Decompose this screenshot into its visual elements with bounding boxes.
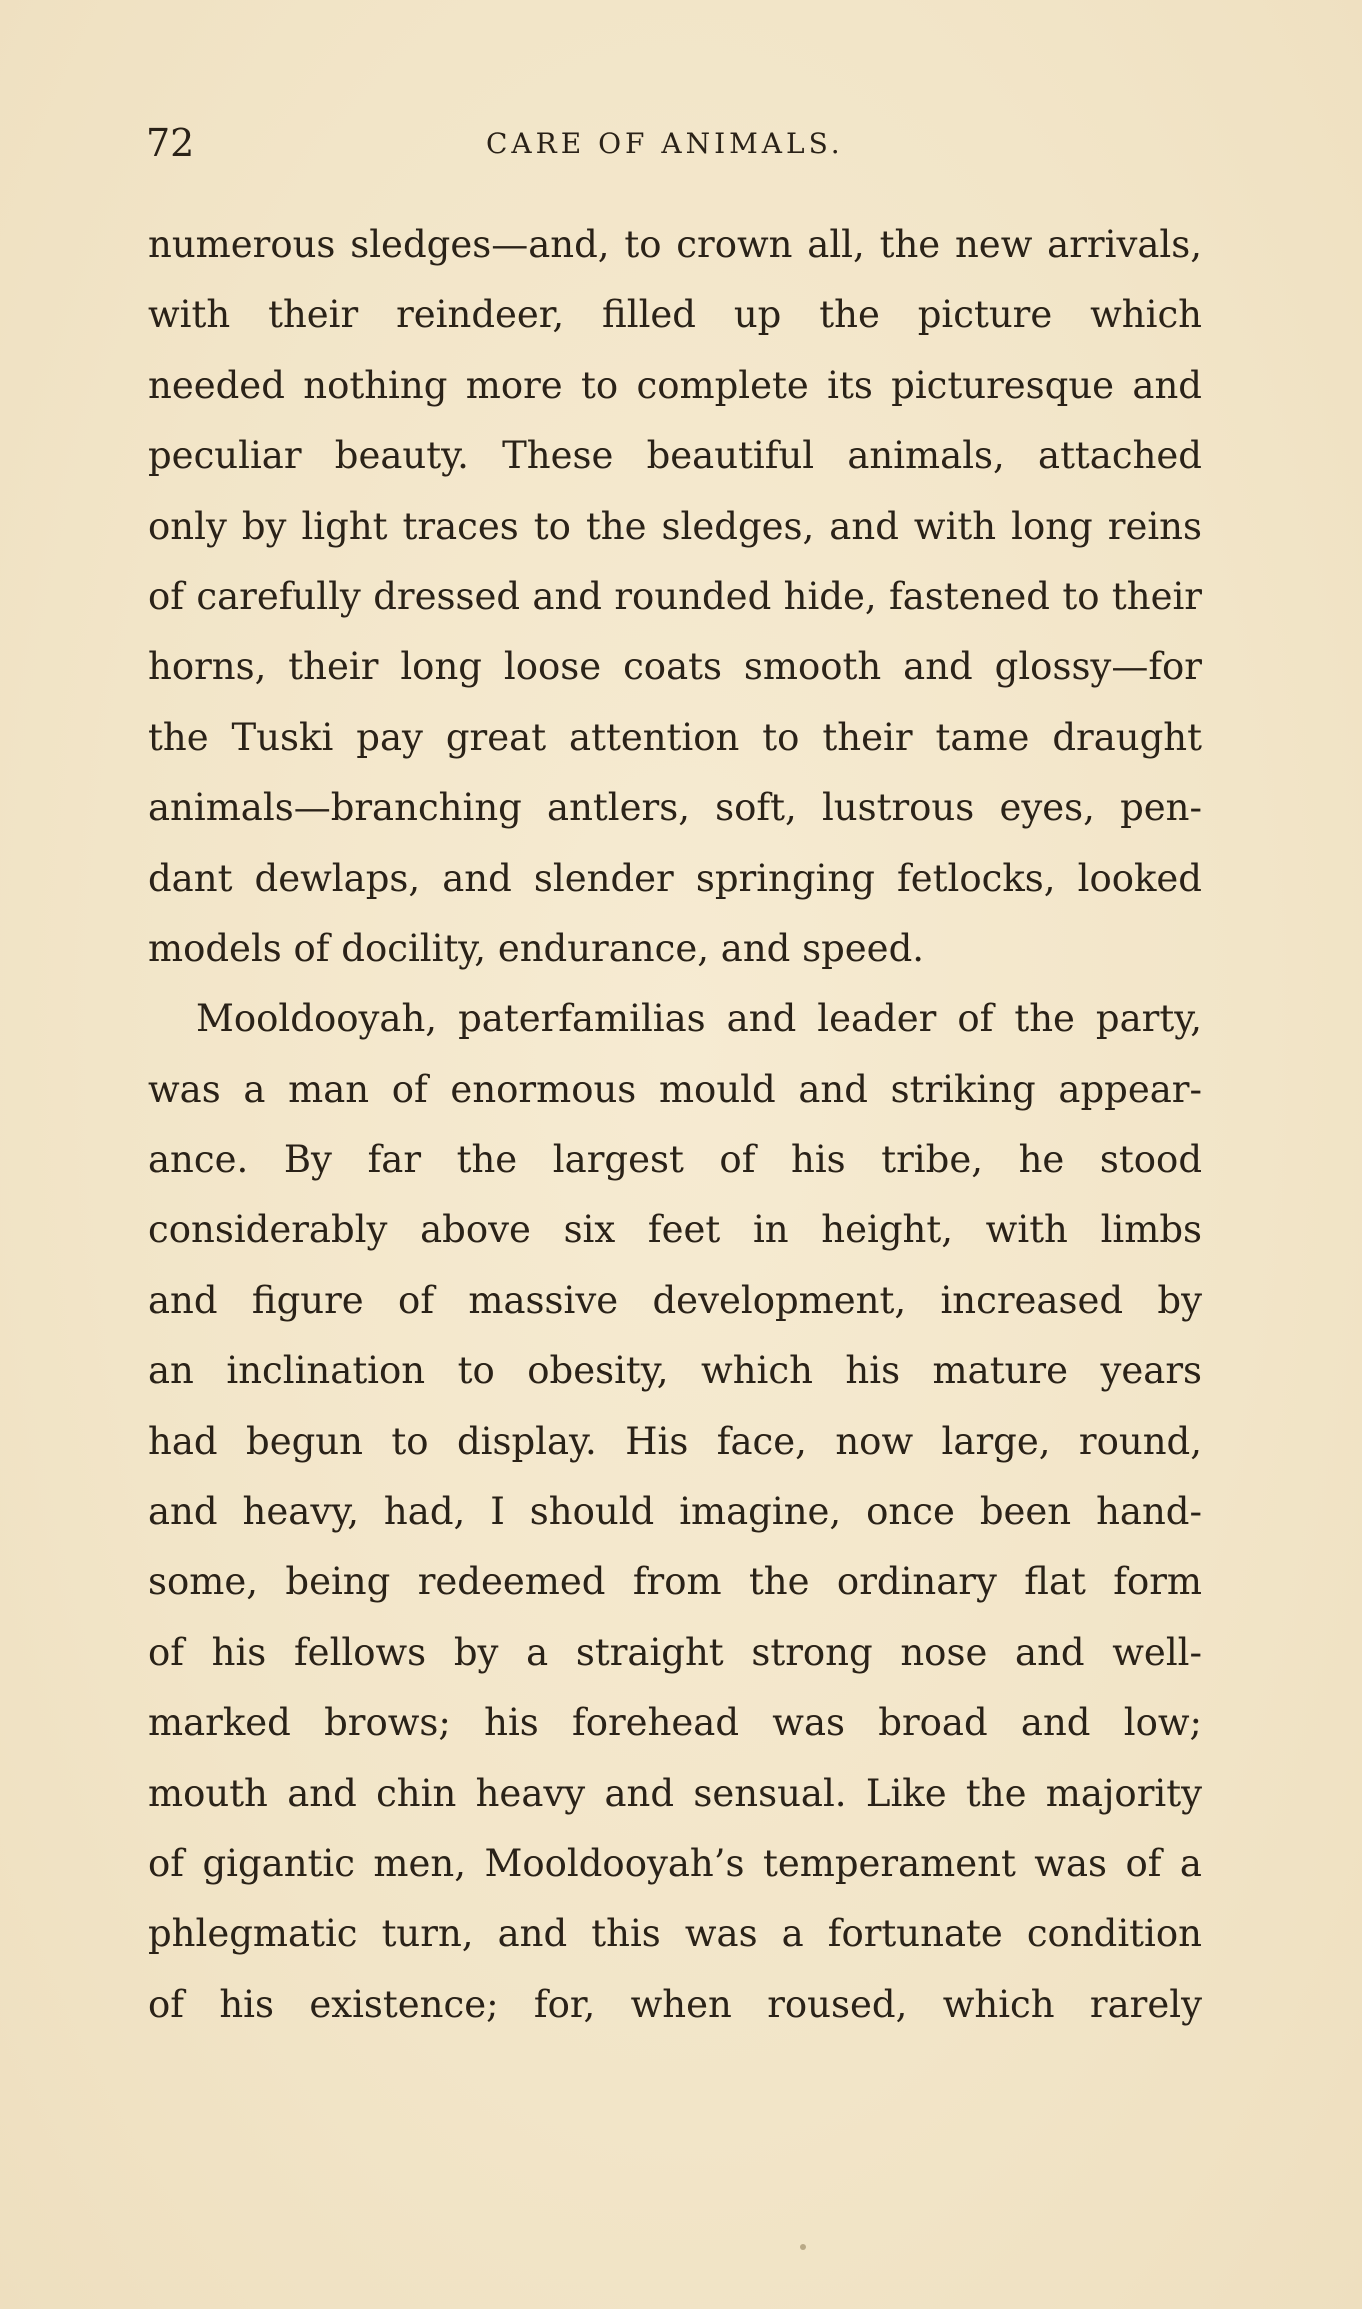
text-line: considerably above six feet in height, with limbs [148, 1208, 1202, 1252]
text-line: some, being redeemed from the ordinary flat form [148, 1560, 1202, 1604]
text-line: and figure of massive development, increased by [148, 1278, 1202, 1322]
text-line: of his fellows by a straight strong nose and well- [148, 1630, 1202, 1674]
page-number: 72 [146, 121, 195, 165]
text-line: ance. By far the largest of his tribe, he stood [148, 1138, 1202, 1182]
text-line: the Tuski pay great attention to their tame draught [148, 715, 1202, 759]
text-line: Mooldooyah, paterfamilias and leader of the party, [196, 997, 1202, 1041]
text-line: needed nothing more to complete its picturesque and [148, 363, 1202, 407]
body-text [148, 210, 1202, 2040]
running-head: CARE OF ANIMALS. [486, 127, 844, 160]
text-line: animals—branching antlers, soft, lustrous eyes, pen- [148, 786, 1202, 830]
text-line: dant dewlaps, and slender springing fetlocks, looked [148, 856, 1202, 900]
text-line: peculiar beauty. These beautiful animals, attached [148, 434, 1202, 478]
page-header [0, 118, 1362, 168]
paragraph-1 [148, 210, 1202, 984]
paper-speck [800, 2244, 806, 2250]
text-line: mouth and chin heavy and sensual. Like the majority [148, 1771, 1202, 1815]
text-line: marked brows; his forehead was broad and low; [148, 1701, 1202, 1745]
text-line: had begun to display. His face, now large, round, [148, 1419, 1202, 1463]
text-line: of his existence; for, when roused, which rarely [148, 1982, 1202, 2026]
text-line: with their reindeer, filled up the picture which [148, 293, 1202, 337]
text-line: of carefully dressed and rounded hide, fastened to their [148, 574, 1202, 618]
text-line: only by light traces to the sledges, and with long reins [148, 504, 1202, 548]
text-line: and heavy, had, I should imagine, once been hand- [148, 1490, 1202, 1534]
text-line: was a man of enormous mould and striking appear- [148, 1067, 1202, 1111]
text-line: phlegmatic turn, and this was a fortunate condition [148, 1912, 1202, 1956]
text-line: numerous sledges—and, to crown all, the new arrivals, [148, 223, 1202, 266]
text-line: models of docility, endurance, and speed. [148, 926, 925, 970]
text-line: horns, their long loose coats smooth and glossy—for [148, 645, 1202, 689]
text-line: an inclination to obesity, which his mature years [148, 1349, 1202, 1393]
paragraph-2 [148, 984, 1202, 2040]
text-line: of gigantic men, Mooldooyah’s temperament was of a [148, 1841, 1202, 1885]
